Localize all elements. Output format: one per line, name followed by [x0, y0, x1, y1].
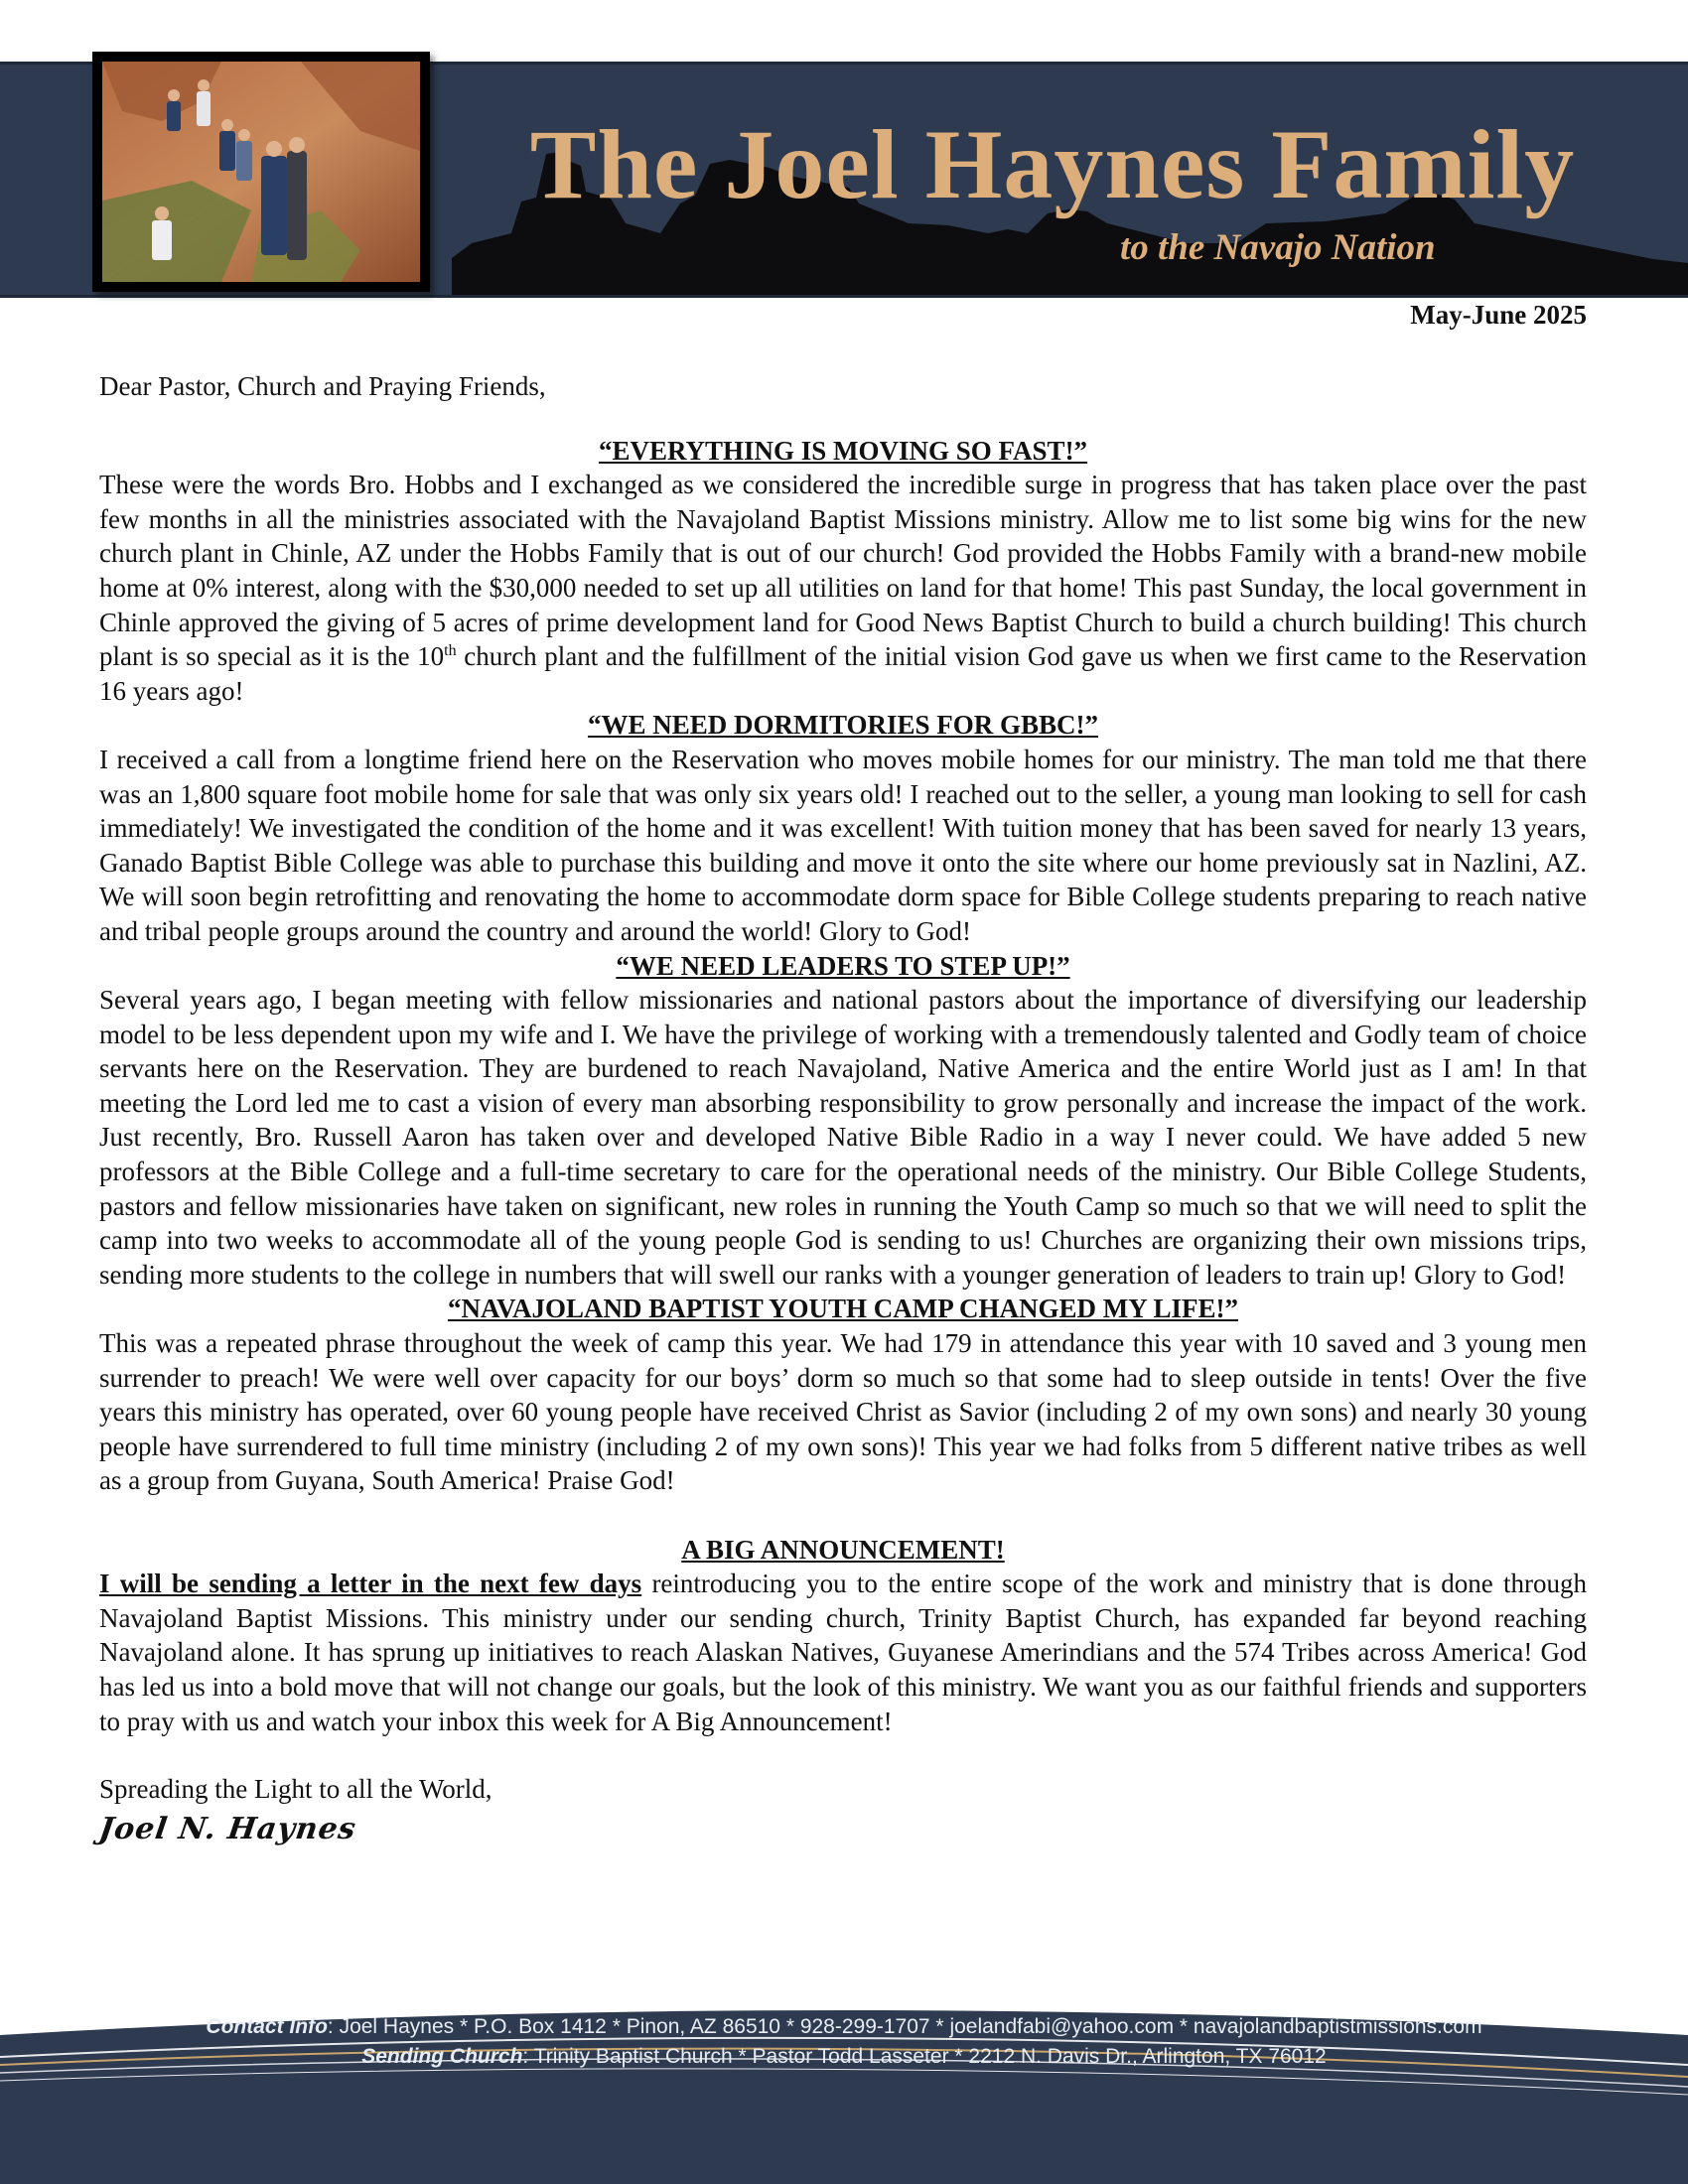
paragraph-text: These were the words Bro. Hobbs and I exchanged as we considered the incredible surge in progress that has taken place over the past few months in all the ministries associated with the Navajoland Baptist Missions ministry. Allow me to list some big wins for the new church plant in Chinle, AZ under the Hobbs Family that is out of our church! God provided the Hobbs Family with a brand-new mobile home at 0% interest, along with the $30,000 needed to set up all utilities on land for that home! This past Sunday, the local government in Chinle approved the giving of 5 acres of prime development land for Good News Baptist Church to build a church building! This church plant is so special as it is the 10	[99, 470, 1587, 672]
family-photo	[92, 52, 430, 292]
spacer	[99, 1498, 1587, 1533]
newsletter-subtitle: to the Navajo Nation	[1120, 227, 1436, 268]
letter-body	[96, 369, 1588, 1846]
section-heading: “NAVAJOLAND BAPTIST YOUTH CAMP CHANGED MY LIFE!”	[447, 1294, 1239, 1324]
signature: Joel N. Haynes	[96, 1811, 359, 1846]
section-heading: “WE NEED LEADERS TO STEP UP!”	[616, 950, 1070, 981]
section-paragraph: This was a repeated phrase throughout the week of camp this year. We had 179 in attendance this year with 10 saved and 3 young men surrender to preach! We were well over capacity for our boys’ dorm so much so that some had to sleep outside in tents! Over the five years this ministry has operated, over 60 young people have received Christ as Savior (including 2 of my own sons) and nearly 30 young people have surrendered to full time ministry (including 2 of my own sons)! This year we had folks from 5 different native tribes as well as a group from Guyana, South America! Praise God!	[99, 1328, 1587, 1496]
announcement-lead: I will be sending a letter in the next few days	[99, 1569, 642, 1599]
paragraph-text: church plant and the fulfillment of the initial vision God gave us when we first came to the Reservation 16 years ago!	[99, 641, 1588, 706]
paragraph-text: reintroducing you to the entire scope of the work and ministry that is done through Navajoland Baptist Missions. This ministry under our sending church, Trinity Baptist Church, has expanded far beyond reaching Navajoland alone. It has sprung up initiatives to reach Alaskan Natives, Guyanese Amerindians and the 574 Tribes across America! God has led us into a bold move that will not change our goals, but the look of this ministry. We want you as our faithful friends and supporters to pray with us and watch your inbox this week for A Big Announcement!	[99, 1569, 1587, 1736]
newsletter-title: The Joel Haynes Family	[529, 109, 1576, 219]
announcement-paragraph	[99, 1567, 1587, 1738]
contact-text: : Joel Haynes * P.O. Box 1412 * Pinon, AZ 86510 * 928-299-1707 * joelandfabi@yahoo.com * navajolandbaptistmissions.com	[327, 2015, 1482, 2038]
section-heading: “WE NEED DORMITORIES FOR GBBC!”	[587, 710, 1099, 741]
section-heading: “EVERYTHING IS MOVING SO FAST!”	[598, 435, 1088, 466]
closing-line: Spreading the Light to all the World,	[99, 1774, 492, 1805]
announcement-heading: A BIG ANNOUNCEMENT!	[681, 1534, 1005, 1565]
contact-info	[0, 2015, 1688, 2039]
section-paragraph: I received a call from a longtime friend here on the Reservation who moves mobile homes for our ministry. The man told me that there was an 1,800 square foot mobile home for sale that was only six years old! I reached out to the seller, a young man looking to sell for cash immediately! We investigated the condition of the home and it was excellent! With tuition money that has been saved for nearly 13 years, Ganado Baptist Bible College was able to purchase this building and move it onto the site where our home previously sat in Nazlini, AZ. We will soon begin retrofitting and renovating the home to accommodate dorm space for Bible College students preparing to reach native and tribal people groups around the country and around the world! Glory to God!	[99, 744, 1587, 946]
church-text: : Trinity Baptist Church * Pastor Todd Lasseter * 2212 N. Davis Dr., Arlington, TX 76012	[522, 2045, 1327, 2068]
section-paragraph: Several years ago, I began meeting with fellow missionaries and national pastors about the importance of diversifying our leadership model to be less dependent upon my wife and I. We have the privilege of working with a tremendously talented and Godly team of choice servants here on the Reservation. They are burdened to reach Navajoland, Native America and the entire World just as I am! In that meeting the Lord led me to cast a vision of every man absorbing responsibility to grow personally and increase the impact of the work. Just recently, Bro. Russell Aaron has taken over and developed Native Bible Radio in a way I never could. We have added 5 new professors at the Bible College and a full-time secretary to care for the operational needs of the ministry. Our Bible College Students, pastors and fellow missionaries have taken on significant, new roles in running the Youth Camp so much so that we will need to split the camp into two weeks to accommodate all of the young people God is sending to us! Churches are organizing their own missions trips, sending more students to the college in numbers that will swell our ranks with a younger generation of leaders to train up! Glory to God!	[99, 985, 1587, 1290]
family-photo-image	[102, 62, 420, 282]
issue-date: May-June 2025	[1410, 300, 1587, 330]
ordinal-suffix: th	[444, 642, 457, 660]
salutation: Dear Pastor, Church and Praying Friends,	[99, 371, 546, 401]
contact-label: Contact Info	[206, 2015, 328, 2038]
sending-church-info	[0, 2045, 1688, 2069]
section-paragraph	[99, 468, 1587, 708]
church-label: Sending Church	[361, 2045, 523, 2068]
